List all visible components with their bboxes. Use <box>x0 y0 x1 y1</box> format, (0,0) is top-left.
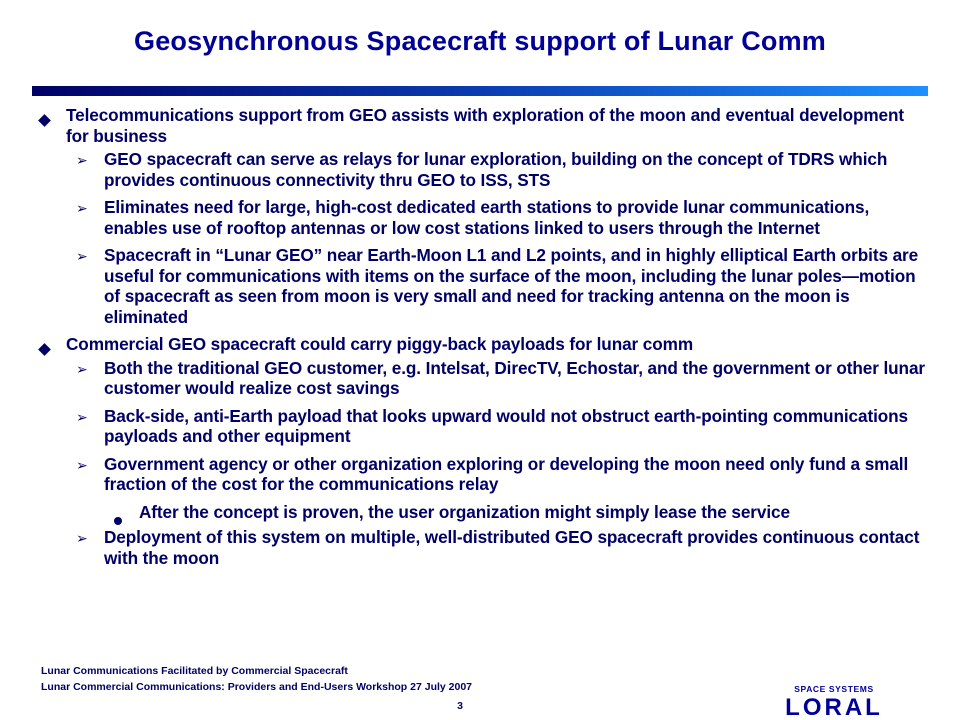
title-divider <box>32 86 928 96</box>
bullet-text: Eliminates need for large, high-cost dedicated earth stations to provide lunar communications, enables use of rooftop antennas or low cost stations linked to users through the Internet <box>104 197 870 238</box>
bullet-text: Government agency or other organization exploring or developing the moon need only fund a small fraction of the cost for the communications relay <box>104 453 909 494</box>
diamond-bullet-icon <box>40 338 49 359</box>
arrowhead-bullet-icon: ➢ <box>76 248 88 264</box>
arrowhead-bullet-icon: ➢ <box>76 200 88 216</box>
logo-bottom-text: LORAL <box>785 694 883 716</box>
arrowhead-bullet-icon: ➢ <box>76 408 88 425</box>
bullet-level1 <box>40 334 930 355</box>
arrowhead-bullet-icon: ➢ <box>76 456 88 473</box>
diamond-bullet-icon <box>40 109 49 130</box>
bullet-level2 <box>40 527 930 568</box>
bullet-level2 <box>40 149 930 190</box>
bullet-level3 <box>40 502 930 523</box>
bullet-level1 <box>40 105 930 146</box>
slide-footer <box>41 663 472 695</box>
footer-line-1: Lunar Communications Facilitated by Commercial Spacecraft <box>41 665 348 677</box>
bullet-level2 <box>40 406 930 447</box>
arrowhead-bullet-icon: ➢ <box>76 152 88 168</box>
page-number: 3 <box>457 700 463 712</box>
bullet-text: Commercial GEO spacecraft could carry piggy-back payloads for lunar comm <box>66 334 694 354</box>
bullet-level2 <box>40 454 930 495</box>
bullet-text: After the concept is proven, the user organization might simply lease the service <box>139 501 790 522</box>
bullet-text: Both the traditional GEO customer, e.g. Intelsat, DirecTV, Echostar, and the government or other lunar customer would realize cost savings <box>104 357 926 398</box>
slide-body <box>40 105 930 575</box>
bullet-text: Back-side, anti-Earth payload that looks upward would not obstruct earth-pointing communications payloads and other equipment <box>104 405 909 446</box>
bullet-text: Telecommunications support from GEO assists with exploration of the moon and eventual development for business <box>66 105 905 146</box>
bullet-text: Spacecraft in “Lunar GEO” near Earth-Moon L1 and L2 points, and in highly elliptical Earth orbits are useful for communications with items on the surface of the moon, including the lunar poles—motion of spacecraft as seen from moon is very small and need for tracking antenna on the moon is eliminated <box>104 245 919 327</box>
bullet-level2 <box>40 245 930 327</box>
arrowhead-bullet-icon: ➢ <box>76 530 88 546</box>
arrowhead-bullet-icon: ➢ <box>76 360 88 377</box>
bullet-level2 <box>40 358 930 399</box>
footer-line-2: Lunar Commercial Communications: Providers and End-Users Workshop 27 July 2007 <box>41 681 473 693</box>
bullet-text: Deployment of this system on multiple, well-distributed GEO spacecraft provides continuous contact with the moon <box>104 527 920 568</box>
dot-bullet-icon <box>114 509 122 530</box>
bullet-level2 <box>40 197 930 238</box>
slide-title: Geosynchronous Spacecraft support of Lunar Comm <box>134 26 826 56</box>
space-systems-loral-logo <box>764 684 904 716</box>
bullet-text: GEO spacecraft can serve as relays for lunar exploration, building on the concept of TDRS which provides continuous connectivity thru GEO to ISS, STS <box>104 149 888 190</box>
logo-top-text: SPACE SYSTEMS <box>794 684 874 694</box>
